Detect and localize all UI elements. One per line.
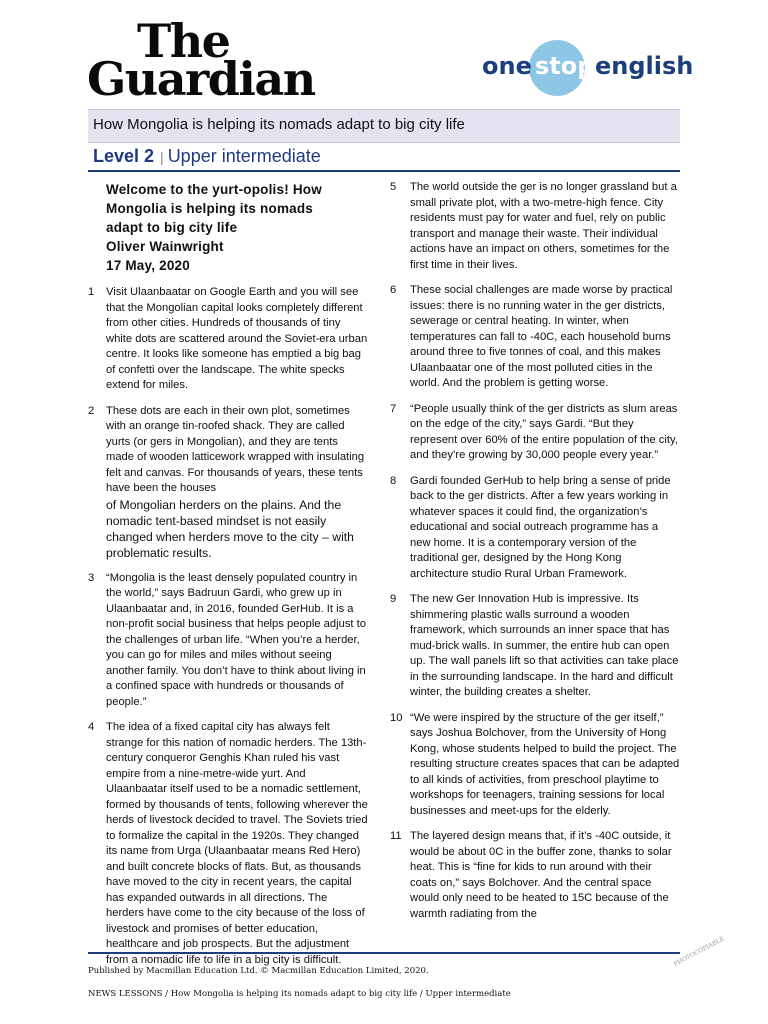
article-header bbox=[106, 180, 368, 275]
paragraph-text: These dots are each in their own plot, sometimes with an orange tin-roofed shack. They are called yurts (or gers in Mongolian), and they are tents made of wooden latticework wrapped with insulating felt and canvas. For thousands of years, these tents have been the houses bbox=[106, 404, 365, 494]
paragraph bbox=[88, 720, 368, 968]
author: Oliver Wainwright bbox=[106, 239, 224, 254]
paragraph-number: 3 bbox=[88, 571, 95, 584]
logo-word-english: english bbox=[595, 52, 694, 80]
paragraph bbox=[88, 571, 368, 711]
photocopiable-stamp: PHOTOCOPIABLE bbox=[672, 935, 726, 968]
paragraph-text: The idea of a fixed capital city has always felt strange for this nation of nomadic herders. The 13th-century conqueror Genghis Khan ruled his vast empire from a nine-metre-wide yurt. And Ulaanbaatar itself used to be a nomadic settlement, formed by thousands of tents, following wherever the herds of livestock decided to travel. The Soviets tried to formalize the capital in the 1920s. They changed its name from Urga (Ulaanbaatar means Red Hero) and built concrete blocks of flats. But, as thousands have moved to the city in recent years, the capital has expanded outwards in all directions. The herders have come to the city because of the loss of livestock and promises of better education, healthcare and job prospects. But the adjustment from a nomadic life to life in a big city is difficult. bbox=[106, 721, 368, 966]
logo-line-1: The bbox=[137, 14, 230, 68]
left-column bbox=[88, 180, 368, 978]
logo-word-stop: stop bbox=[535, 52, 595, 80]
paragraph-number: 4 bbox=[88, 721, 95, 733]
paragraph-number: 5 bbox=[390, 181, 397, 193]
paragraph-text: Gardi founded GerHub to help bring a sense of pride back to the ger districts. After a few years working in whatever spaces it could find, the organization’s educational and social outreach programme has a new home. It is a contemporary version of the traditional ger, designed by the Hong Kong architecture studio Rural Urban Framework. bbox=[410, 474, 671, 580]
paragraph-number: 2 bbox=[88, 404, 95, 417]
headline-line: Mongolia is helping its nomads bbox=[106, 201, 314, 216]
paragraph-number: 10 bbox=[390, 711, 403, 724]
paragraph-text: “We were inspired by the structure of the ger itself,” says Joshua Bolchover, from the University of Hong Kong, whose students helped to build the project. The resulting structure creates spaces that can be adapted to all kinds of activities, from preschool playtime to workshops for teenagers, training sessions for local businesses and meet-ups for the elderly. bbox=[410, 711, 680, 817]
paragraph-number: 11 bbox=[390, 830, 402, 842]
paragraph-number: 9 bbox=[390, 593, 397, 605]
paragraph-text: “People usually think of the ger districts as slum areas on the edge of the city,” says Gardi. “But they represent over 60% of the entire population of the city, and they’re growing by 30,000 people every year.” bbox=[410, 402, 678, 461]
title-banner bbox=[88, 109, 680, 143]
onestopenglish-logo bbox=[480, 42, 694, 98]
paragraph bbox=[390, 592, 680, 701]
level-name: Upper intermediate bbox=[167, 146, 321, 166]
paragraph bbox=[390, 283, 680, 392]
top-rule bbox=[88, 170, 680, 172]
footer-publisher: Published by Macmillan Education Ltd. © Macmillan Education Limited, 2020. bbox=[88, 966, 429, 976]
paragraph-text: The world outside the ger is no longer grassland but a small private plot, with a two-metre-high fence. City residents must pay for water and fuel, rely on public transport and manage their waste. Their individual actions have an impact on others, sometimes for the first time in their lives. bbox=[410, 181, 677, 271]
paragraph-text-continued: of Mongolian herders on the plains. And the nomadic tent-based mindset is not easily changed when herders move to the city – with problematic results. bbox=[106, 497, 354, 560]
paragraph bbox=[88, 285, 368, 394]
paragraph-text: The layered design means that, if it’s -40C outside, it would be about 0C in the buffer zone, thanks to solar heat. This is “fine for kids to run around with their coats on,” says Bolchover. And the central space would only need to be heated to 15C because of the warmth radiating from the bbox=[410, 830, 672, 920]
level-heading bbox=[93, 146, 321, 167]
paragraph bbox=[390, 829, 680, 922]
paragraph bbox=[390, 180, 680, 273]
date: 17 May, 2020 bbox=[106, 258, 190, 273]
level-number: Level 2 bbox=[93, 146, 155, 166]
paragraph bbox=[88, 404, 368, 561]
banner-title: How Mongolia is helping its nomads adapt to big city life bbox=[93, 116, 465, 133]
paragraph bbox=[390, 711, 680, 820]
paragraph-number: 1 bbox=[88, 286, 95, 298]
paragraph-text: Visit Ulaanbaatar on Google Earth and you will see that the Mongolian capital looks completely different from other cities. Hundreds of thousands of tiny white dots are scattered around the Soviet-era urban centre. It looks like someone has emptied a big bag of confetti over the landscape. The white specks extend for miles. bbox=[106, 286, 368, 391]
bottom-rule bbox=[88, 952, 680, 954]
paragraph-text: The new Ger Innovation Hub is impressive. Its shimmering plastic walls surround a wooden framework, which surrounds an inner space that has mud-brick walls. In summer, the entire hub can open up. The wall panels lift so that activities can take place in the surrounding landscape. In the hard and difficult winter, the building creates a shelter. bbox=[410, 593, 679, 698]
paragraph-text: “Mongolia is the least densely populated country in the world,” says Badruun Gardi, who grew up in Ulaanbaatar and, in 2016, founded GerHub. It is a non-profit social business that helps people adjust to the challenges of urban life. “When you’re a herder, you can go for miles and miles without seeing another family. You don’t have to think about living in a confined space with hundreds or thousands of people.” bbox=[106, 571, 366, 708]
headline-line: adapt to big city life bbox=[106, 220, 238, 235]
logo-word-one: one bbox=[482, 52, 532, 80]
paragraph-number: 6 bbox=[390, 284, 397, 296]
logo-line-2: Guardian bbox=[87, 52, 315, 106]
level-separator: | bbox=[160, 149, 164, 165]
paragraph bbox=[390, 402, 680, 464]
paragraph-number: 8 bbox=[390, 474, 397, 487]
paragraph-number: 7 bbox=[390, 402, 397, 415]
paragraph bbox=[390, 474, 680, 583]
right-column bbox=[390, 180, 680, 932]
paragraph-text: These social challenges are made worse by practical issues: there is no running water in the ger districts, sewerage or central heating. In winter, when temperatures can fall to -40C, each household burns around three to five tonnes of coal, and this makes Ulaanbaatar one of the most polluted cities in the world. And the problem is getting worse. bbox=[410, 284, 673, 389]
footer-lesson: NEWS LESSONS / How Mongolia is helping its nomads adapt to big city life / Upper intermediate bbox=[88, 989, 511, 999]
headline-line: Welcome to the yurt-opolis! How bbox=[106, 182, 322, 197]
